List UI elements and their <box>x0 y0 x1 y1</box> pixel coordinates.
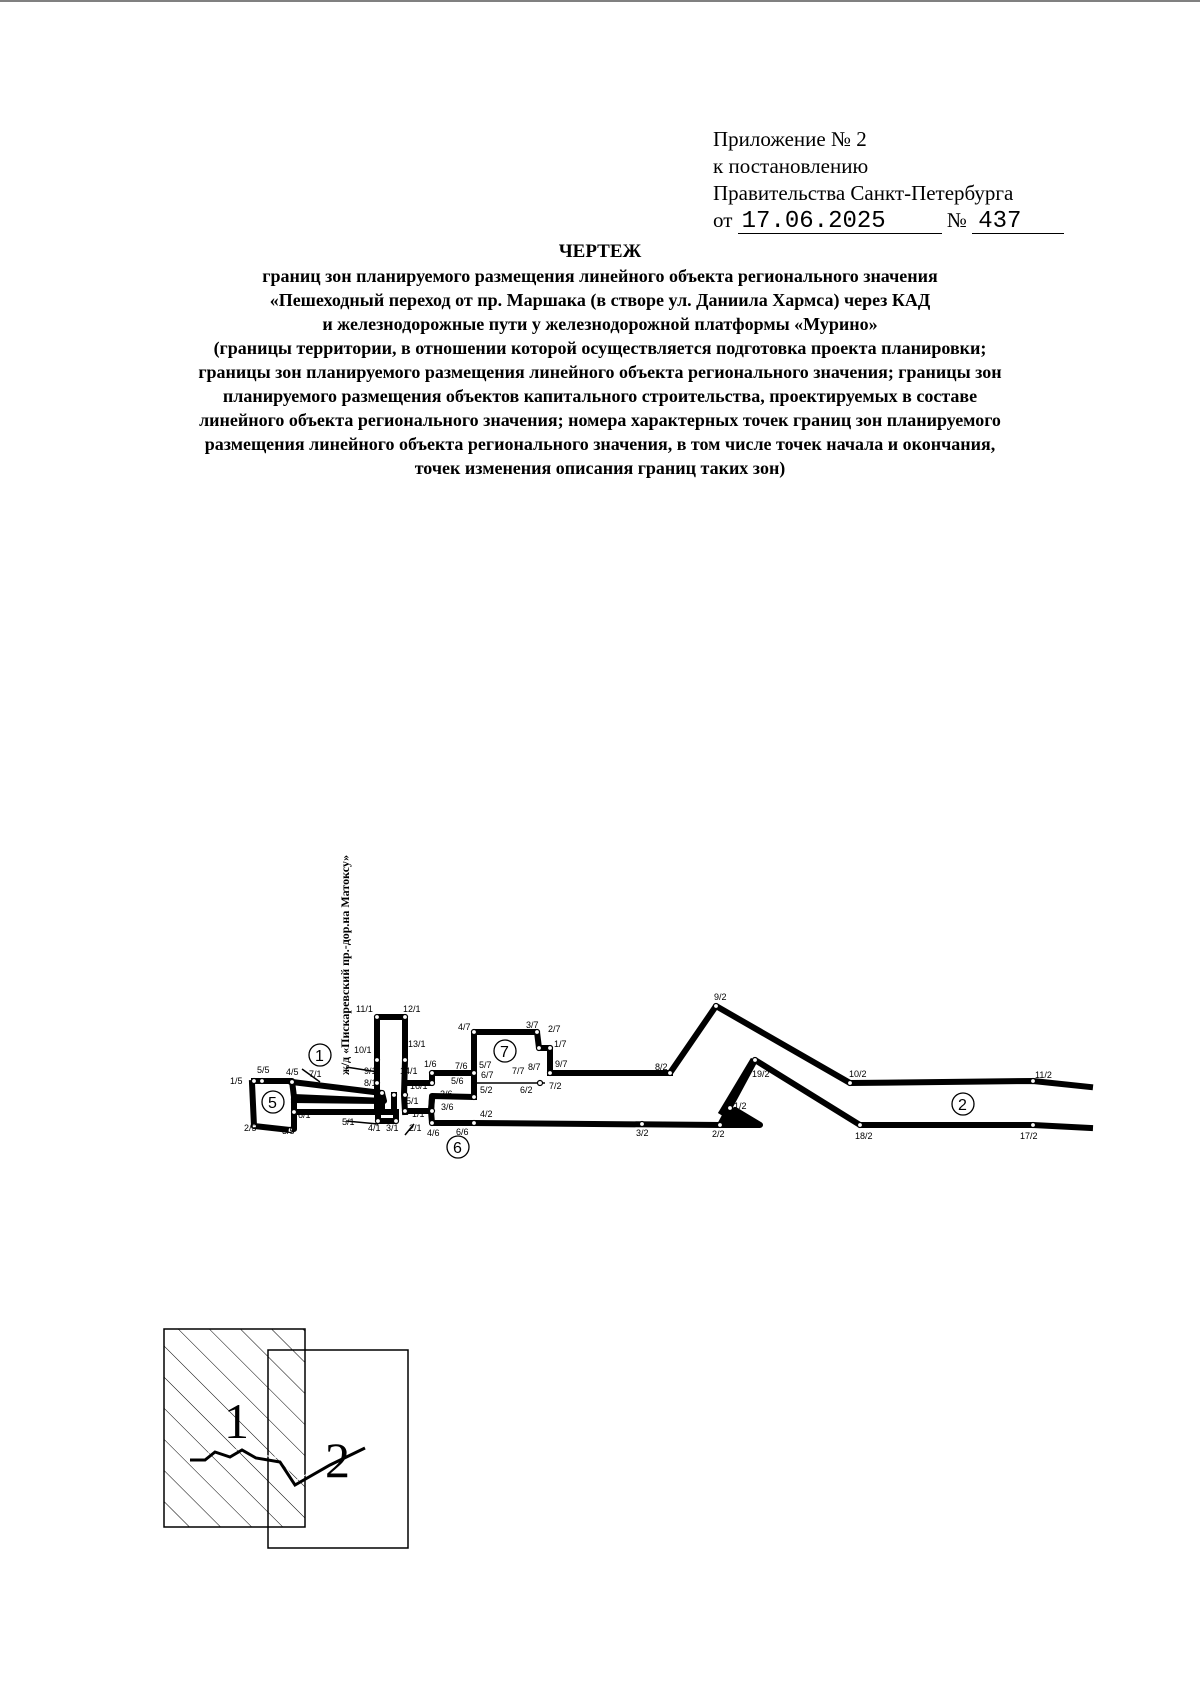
vertex-point <box>640 1122 645 1127</box>
vertex-point <box>472 1121 477 1126</box>
point-label: 7/7 <box>512 1066 525 1076</box>
zone-5-number: 5 <box>268 1095 277 1112</box>
vertex-point <box>430 1121 435 1126</box>
point-label: 4/6 <box>427 1128 440 1138</box>
heading-line-4: (границы территории, в отношении которой осуществляется подготовка проекта планировки; <box>213 338 987 358</box>
point-label: 12/1 <box>403 1004 421 1014</box>
point-label: 9/1 <box>364 1066 377 1076</box>
date-prefix: от <box>713 208 733 232</box>
point-label: 2/2 <box>712 1129 725 1139</box>
vertex-point <box>375 1015 380 1020</box>
vertex-point <box>538 1081 543 1086</box>
vertex-point <box>392 1093 397 1098</box>
point-label: 2/6 <box>440 1089 453 1099</box>
vertex-point <box>548 1071 553 1076</box>
point-label: 1/5 <box>230 1076 243 1086</box>
point-label: 1/2 <box>734 1101 747 1111</box>
vertex-point <box>430 1109 435 1114</box>
resolution-date: 17.06.2025 <box>738 211 942 234</box>
sheet-1-number: 1 <box>224 1393 249 1449</box>
zone-2-upper <box>550 1006 1090 1087</box>
point-label: 5/5 <box>257 1065 270 1075</box>
heading-line-6: планируемого размещения объектов капитального строительства, проектируемых в составе <box>222 386 978 406</box>
point-label: 4/5 <box>286 1067 299 1077</box>
point-label: 13/1 <box>408 1039 426 1049</box>
vertex-point <box>380 1091 385 1096</box>
point-label: 6/7 <box>481 1070 494 1080</box>
point-label: 8/7 <box>528 1062 541 1072</box>
vertex-point <box>290 1080 295 1085</box>
point-label: 2/7 <box>548 1024 561 1034</box>
zone-7-number: 7 <box>500 1044 509 1061</box>
vertex-point <box>472 1071 477 1076</box>
vertex-point <box>472 1095 477 1100</box>
vertex-point <box>472 1030 477 1035</box>
point-label: 15/1 <box>401 1096 419 1106</box>
vertex-point <box>718 1123 723 1128</box>
vertex-point <box>403 1058 408 1063</box>
heading-line-3: и железнодорожные пути у железнодорожной платформы «Мурино» <box>322 314 878 334</box>
point-label: 19/2 <box>752 1069 770 1079</box>
point-label: 9/7 <box>555 1059 568 1069</box>
heading-line-7: линейного объекта регионального значения; номера характерных точек границ зон планируемого <box>199 410 1001 430</box>
vertex-point <box>535 1030 540 1035</box>
resolution-number: 437 <box>972 211 1064 234</box>
vertex-point <box>728 1106 733 1111</box>
point-label: 5/7 <box>479 1060 492 1070</box>
point-label: 7/2 <box>549 1081 562 1091</box>
point-label: 6/2 <box>520 1085 533 1095</box>
vertex-point <box>430 1071 435 1076</box>
point-label: 8/2 <box>655 1062 668 1072</box>
point-label: 6/1 <box>298 1110 311 1120</box>
point-label: 9/2 <box>714 992 727 1002</box>
vertex-point <box>430 1081 435 1086</box>
number-prefix: № <box>946 208 967 232</box>
vertex-point <box>292 1110 297 1115</box>
point-label: 10/2 <box>849 1069 867 1079</box>
point-label: 18/2 <box>855 1131 873 1141</box>
heading-line-1: границ зон планируемого размещения линейного объекта регионального значения <box>262 266 938 286</box>
appendix-resolution: к постановлению <box>713 154 869 178</box>
heading-line-8: размещения линейного объекта регионального значения, в том числе точек начала и окончания, <box>204 434 996 454</box>
point-label: 1/6 <box>424 1059 437 1069</box>
point-label: 11/1 <box>356 1004 373 1014</box>
point-labels <box>230 992 1052 1141</box>
point-label: 17/2 <box>1020 1131 1038 1141</box>
zone-1-number: 1 <box>315 1048 324 1065</box>
vertex-point <box>252 1079 257 1084</box>
vertex-point <box>403 1015 408 1020</box>
vertex-point <box>375 1058 380 1063</box>
point-label: 4/1 <box>368 1123 381 1133</box>
point-label: 11/2 <box>1035 1070 1052 1080</box>
heading-line-2: «Пешеходный переход от пр. Маршака (в створе ул. Даниила Хармса) через КАД <box>269 290 931 310</box>
appendix-title: Приложение № 2 <box>713 127 867 151</box>
point-label: 1/7 <box>554 1039 567 1049</box>
point-label: 16/1 <box>410 1081 428 1091</box>
point-label: 7/1 <box>309 1069 322 1079</box>
vertex-point <box>403 1109 408 1114</box>
point-label: 4/7 <box>458 1022 471 1032</box>
vertex-point <box>537 1046 542 1051</box>
vertex-point <box>858 1123 863 1128</box>
point-label: 14/1 <box>400 1066 418 1076</box>
vertex-point <box>260 1079 265 1084</box>
zone-2-number: 2 <box>958 1097 967 1114</box>
vertex-point <box>548 1046 553 1051</box>
point-label: 10/1 <box>354 1045 372 1055</box>
point-label: 5/6 <box>451 1076 464 1086</box>
point-label: 8/1 <box>364 1078 377 1088</box>
point-label: 3/6 <box>441 1102 454 1112</box>
point-label: 5/2 <box>480 1085 493 1095</box>
zone-6-number: 6 <box>453 1140 462 1157</box>
vertex-point <box>714 1004 719 1009</box>
point-label: 4/2 <box>480 1109 493 1119</box>
point-label: 7/6 <box>455 1061 468 1071</box>
point-label: 1/1 <box>412 1109 425 1119</box>
sheet-key-map <box>164 1329 408 1548</box>
point-label: 3/7 <box>526 1020 539 1030</box>
heading-line-5: границы зон планируемого размещения линейного объекта регионального значения; границы зон <box>198 362 1002 382</box>
point-label: 3/2 <box>636 1128 649 1138</box>
appendix-government: Правительства Санкт-Петербурга <box>713 181 1014 205</box>
point-label: 3/5 <box>282 1126 295 1136</box>
point-label: 3/1 <box>386 1123 399 1133</box>
vertex-point <box>753 1058 758 1063</box>
heading-line-9: точек изменения описания границ таких зон) <box>414 458 786 478</box>
document-title: ЧЕРТЕЖ <box>558 241 642 262</box>
point-label: 5/1 <box>342 1117 355 1127</box>
vertex-point <box>668 1071 673 1076</box>
sheet-2-number: 2 <box>325 1432 350 1488</box>
point-label: 6/6 <box>456 1127 469 1137</box>
point-label: 2/1 <box>409 1123 422 1133</box>
railway-label: ж/д «Пискаревский пр.-дор.на Матоксу» <box>338 854 352 1075</box>
vertex-point <box>848 1081 853 1086</box>
vertex-point <box>1031 1123 1036 1128</box>
point-label: 2/5 <box>244 1123 257 1133</box>
